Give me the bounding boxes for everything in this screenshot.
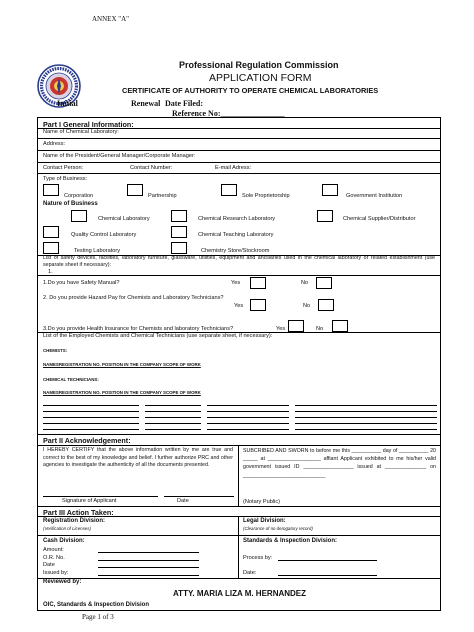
testing-laboratory-checkbox[interactable] [43, 242, 59, 254]
legal-division-label: Legal Division: [243, 518, 286, 524]
health-insurance-no-checkbox[interactable] [332, 320, 348, 332]
hazard-pay-question: 2. Do you provide Hazard Pay for Chemists and Laboratory Technicians? [43, 295, 224, 301]
chemical-teaching-label: Chemical Teaching Laboratory [198, 232, 274, 238]
hazard-pay-no-checkbox[interactable] [318, 299, 334, 311]
part2-title: Part II Acknowledgement: [43, 436, 131, 445]
contact-person-field[interactable]: Contact Person: [43, 165, 84, 171]
corporation-checkbox[interactable] [43, 184, 59, 196]
registration-note: (Verification of Licenses) [43, 526, 91, 531]
signature-applicant-label: Signature of Applicant [62, 498, 117, 504]
cash-division-label: Cash Division: [43, 538, 85, 544]
corporation-label: Corporation [64, 193, 94, 199]
safety-manual-yes-checkbox[interactable] [250, 277, 266, 289]
standards-date-label: Date: [243, 570, 257, 576]
chemistry-store-label: Chemistry Store/Stockroom [201, 248, 270, 254]
reviewed-by-label: Reviewed by: [43, 579, 82, 585]
sworn-statement: SUBCRIBED AND SWORN to before me this __________ day of __________ 20 _____ at __________________ affiant Applicant exhibited to me his/her valid government issued ID _________________ issued at ______________ on ____________________________ [243, 448, 436, 479]
date-filed-label: Date Filed: [165, 99, 203, 108]
certify-statement: I HEREBY CERTIFY that the above information written by me are true and correct to the best of my knowledge and belief. I further authorize PRC and other agencies to investigate the authenticity of all the documents presented. [43, 447, 233, 469]
government-institution-checkbox[interactable] [322, 184, 338, 196]
reviewer-title: OIC, Standards & Inspection Division [43, 602, 150, 608]
issued-by-label: Issued by: [43, 570, 69, 576]
chemists-heading: CHEMISTS: [43, 348, 68, 353]
safety-manual-question: 1.Do you have Safety Manual? [43, 280, 120, 286]
president-field[interactable]: Name of the President/General Manager/Corporate Manager: [43, 153, 196, 159]
page-number: Page 1 of 3 [82, 613, 114, 621]
quality-control-label: Quality Control Laboratory [71, 232, 137, 238]
agency-name: Professional Regulation Commission [179, 60, 339, 70]
government-institution-label: Government Institution [346, 193, 403, 199]
part3-title: Part III Action Taken: [43, 508, 114, 517]
initial-option[interactable]: Initial [57, 99, 78, 108]
sole-proprietorship-label: Sole Proprietorship [242, 193, 290, 199]
nature-of-business-title: Nature of Business [43, 201, 98, 207]
email-field[interactable]: E-mail Adress: [215, 165, 252, 171]
quality-control-checkbox[interactable] [43, 226, 59, 238]
partnership-checkbox[interactable] [127, 184, 143, 196]
address-field[interactable]: Address: [43, 141, 66, 147]
hazard-pay-no-label: No [303, 303, 311, 309]
hazard-pay-yes-checkbox[interactable] [250, 299, 266, 311]
safety-manual-no-label: No [301, 280, 309, 286]
chemical-teaching-checkbox[interactable] [171, 226, 187, 238]
lab-name-field[interactable]: Name of Chemical Laboratory: [43, 129, 119, 135]
safety-manual-no-checkbox[interactable] [316, 277, 332, 289]
chemical-supplier-checkbox[interactable] [317, 210, 333, 222]
chemical-laboratory-label: Chemical Laboratory [98, 216, 150, 222]
notary-label: (Notary Public) [243, 499, 280, 505]
health-insurance-question: 3.Do you provide Health Insurance for Chemists and laboratory Technicians? [43, 326, 234, 332]
amount-label: Amount: [43, 547, 64, 553]
date-label: Date [177, 498, 189, 504]
health-insurance-yes-label: Yes [276, 326, 286, 332]
application-form [37, 117, 441, 611]
technicians-heading: CHEMICAL TECHNICIANS: [43, 377, 99, 382]
health-insurance-yes-checkbox[interactable] [288, 320, 304, 332]
cash-date-label: Date [43, 562, 55, 568]
chemists-columns: NAMESREGISTRATION NO. POSITION IN THE COMPANY SCOPE OF WORK [43, 362, 201, 367]
chemical-research-label: Chemical Research Laboratory [198, 216, 276, 222]
sole-proprietorship-checkbox[interactable] [221, 184, 237, 196]
partnership-label: Partnership [148, 193, 177, 199]
safety-item-1[interactable]: 1. [48, 269, 53, 275]
legal-note: (Clearance of no derogatory record) [243, 526, 313, 531]
chemical-supplier-label: Chemical Supplier/Distributor [343, 216, 416, 222]
testing-laboratory-label: Testing Laboratory [74, 248, 121, 254]
safety-manual-yes-label: Yes [231, 280, 241, 286]
reviewer-name: ATTY. MARIA LIZA M. HERNANDEZ [173, 589, 307, 598]
safety-devices-label: List of safety devices, facilities, laboratory furniture, glassware, utilities, equipment and ancillaries used in the chemical laboratory or related establishment (use separate sheet if necessary): [43, 255, 435, 268]
process-by-label: Process by: [243, 555, 273, 561]
standards-division-label: Standards & Inspection Division: [243, 538, 338, 544]
or-no-label: O.R. No. [43, 555, 65, 561]
contact-number-field[interactable]: Contact Number: [130, 165, 173, 171]
reference-no-label: Reference No:________________ [172, 109, 285, 118]
health-insurance-no-label: No [316, 326, 324, 332]
hazard-pay-yes-label: Yes [234, 303, 244, 309]
registration-division-label: Registration Division: [43, 518, 106, 524]
chemical-laboratory-checkbox[interactable] [71, 210, 87, 222]
form-title: APPLICATION FORM [209, 72, 312, 84]
part1-title: Part I General Information: [43, 120, 134, 129]
employed-list-label: List of the Employed Chemists and Chemical Technicians (use separate sheet, if necessary): [43, 333, 273, 339]
chemistry-store-checkbox[interactable] [171, 242, 187, 254]
form-subtitle: CERTIFICATE OF AUTHORITY TO OPERATE CHEMICAL LABORATORIES [122, 86, 379, 95]
annex-label: ANNEX "A" [92, 15, 130, 23]
chemical-research-checkbox[interactable] [171, 210, 187, 222]
renewal-option[interactable]: Renewal [131, 99, 161, 108]
technicians-columns: NAMESREGISTRATION NO. POSITION IN THE COMPANY SCOPE OF WORK [43, 390, 201, 395]
type-of-business-label: Type of Business: [43, 176, 88, 182]
